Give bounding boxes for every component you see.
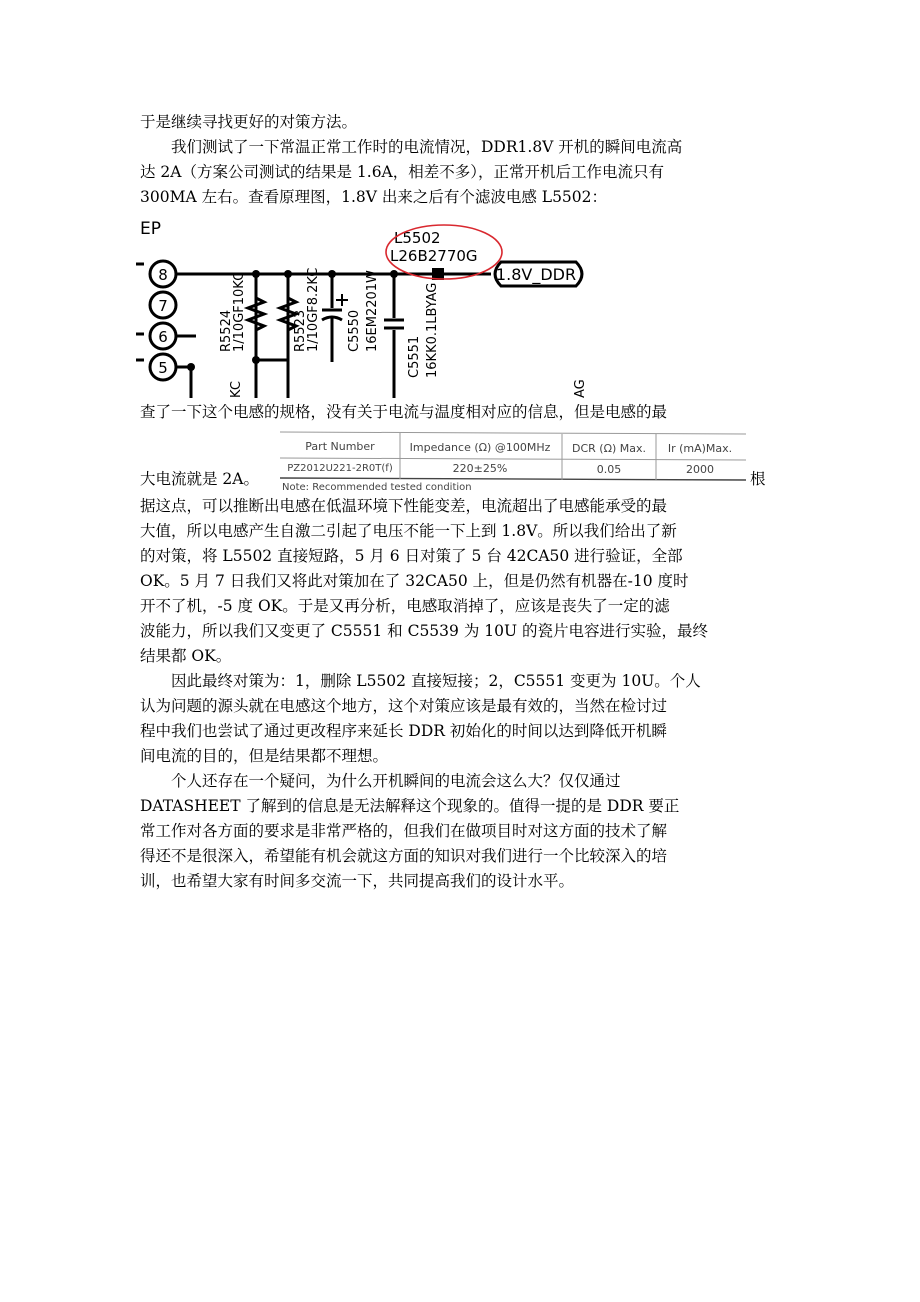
text-line-9: 的对策，将 L5502 直接短路，5 月 6 日对策了 5 台 42CA50 进行验证，全部	[140, 547, 683, 565]
text-line-2: 我们测试了一下常温正常工作时的电流情况，DDR1.8V 开机的瞬间电流高	[171, 138, 683, 156]
text-line-13: 结果都 OK。	[140, 647, 232, 665]
net-label: 1.8V_DDR	[495, 265, 577, 284]
spec-header-part: Part Number	[305, 440, 375, 453]
text-line-12: 波能力，所以我们又变更了 C5551 和 C5539 为 10U 的瓷片电容进行实验，最终	[140, 622, 708, 640]
schematic-image	[136, 212, 596, 398]
spec-header-dcr: DCR (Ω) Max.	[571, 442, 647, 455]
c5550-ref: C5550	[347, 309, 362, 352]
text-line-15: 认为问题的源头就在电感这个地方，这个对策应该是最有效的，当然在检讨过	[140, 697, 668, 715]
pin-7	[150, 292, 176, 318]
pin-7-label: 7	[158, 297, 168, 315]
text-line-18: 个人还存在一个疑问，为什么开机瞬间的电流会这么大？仅仅通过	[171, 772, 621, 790]
r5524-ref: R5524	[219, 309, 234, 352]
text-line-21: 得还不是很深入，希望能有机会就这方面的知识对我们进行一个比较深入的培	[140, 847, 668, 865]
c5551-value: 16KK0.1LBYAG	[425, 282, 440, 378]
text-line-17: 间电流的目的，但是结果都不理想。	[140, 747, 389, 765]
r5523-ref: R5523	[293, 309, 308, 352]
pin-6	[150, 323, 176, 349]
text-line-22: 训，也希望大家有时间多交流一下，共同提高我们的设计水平。	[140, 872, 575, 890]
spec-cell-impedance: 220±25%	[452, 462, 508, 475]
text-line-20: 常工作对各方面的要求是非常严格的，但我们在做项目时对这方面的技术了解	[140, 822, 668, 840]
text-line-16: 程中我们也尝试了通过更改程序来延长 DDR 初始化的时间以达到降低开机瞬	[140, 722, 667, 740]
text-line-19: DATASHEET 了解到的信息是无法解释这个现象的。值得一提的是 DDR 要正	[140, 797, 680, 815]
text-line-7: 据这点，可以推断出电感在低温环境下性能变差，电流超出了电感能承受的最	[140, 497, 668, 515]
pin-8-label: 8	[158, 266, 168, 284]
spec-cell-ir: 2000	[686, 463, 714, 476]
spec-table-image	[278, 430, 748, 490]
pin-8	[150, 261, 176, 287]
spec-cell-part: PZ2012U221-2R0T(f)	[287, 463, 393, 474]
pin-5-label: 5	[158, 359, 168, 377]
text-line-6b: 根	[750, 470, 766, 488]
cut-label-left: KC	[229, 381, 244, 398]
schematic-header: EP	[140, 219, 161, 239]
text-line-3: 达 2A（方案公司测试的结果是 1.6A，相差不多），正常开机后工作电流只有	[140, 163, 665, 181]
spec-cell-dcr: 0.05	[596, 463, 622, 476]
cut-label-right: AG	[573, 379, 588, 398]
text-line-10: OK。5 月 7 日我们又将此对策加在了 32CA50 上，但是仍然有机器在-10 度时	[140, 572, 689, 590]
pin-6-label: 6	[158, 328, 168, 346]
r5524-value: 1/10GF10KC	[232, 271, 247, 352]
text-line-6a: 大电流就是 2A。	[140, 470, 259, 488]
c5550-value: 16EM2201W	[365, 270, 380, 352]
text-line-4: 300MA 左右。查看原理图，1.8V 出来之后有个滤波电感 L5502：	[140, 188, 608, 206]
text-line-11: 开不了机，-5 度 OK。于是又再分析，电感取消掉了，应该是丧失了一定的滤	[140, 597, 670, 615]
spec-note: Note: Recommended tested condition	[282, 482, 472, 490]
r5523-value: 1/10GF8.2KC	[306, 267, 321, 352]
spec-header-ir: Ir (mA)Max.	[667, 442, 733, 455]
text-line-1: 于是继续寻找更好的对策方法。	[140, 113, 358, 131]
text-line-5: 查了一下这个电感的规格，没有关于电流与温度相对应的信息，但是电感的最	[140, 403, 668, 421]
pin-5	[150, 354, 176, 380]
spec-header-impedance: Impedance (Ω) @100MHz	[409, 441, 551, 454]
l5502-ref: L5502	[394, 229, 441, 247]
l5502-part: L26B2770G	[390, 247, 478, 265]
text-line-8: 大值，所以电感产生自激二引起了电压不能一下上到 1.8V。所以我们给出了新	[140, 522, 677, 540]
c5551-ref: C5551	[407, 335, 422, 378]
text-line-14: 因此最终对策为：1，删除 L5502 直接短接；2，C5551 变更为 10U。个人	[171, 672, 701, 690]
